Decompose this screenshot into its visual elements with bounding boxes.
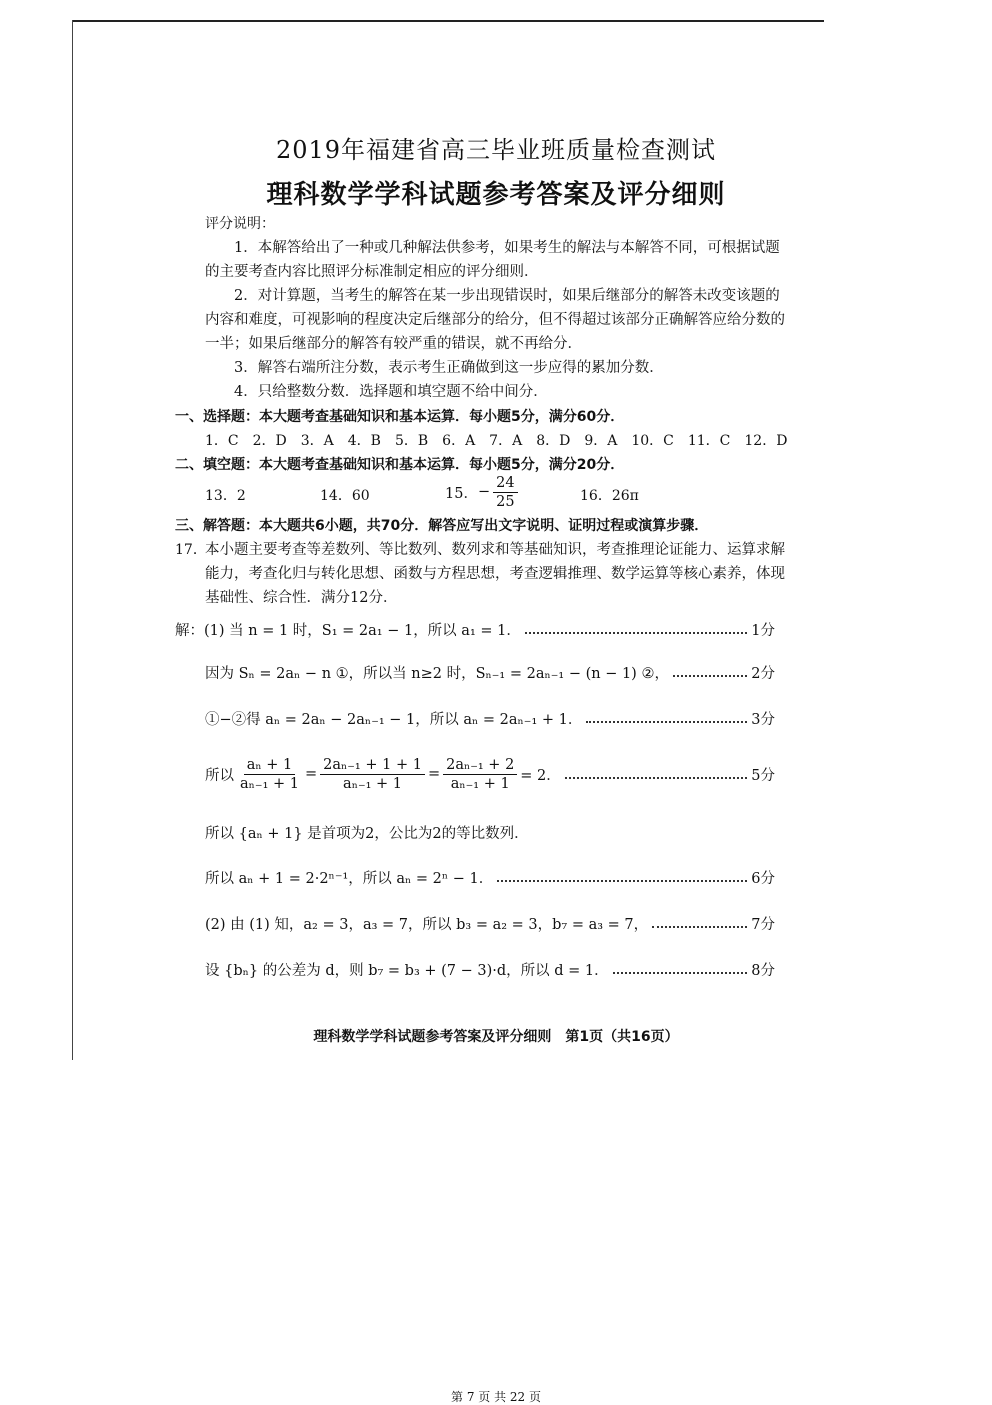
- fill-answer-14: 14．60: [320, 488, 370, 504]
- fraction-1: [237, 757, 302, 792]
- step-text: ①−②得 aₙ = 2aₙ − 2aₙ₋₁ − 1，所以 aₙ = 2aₙ₋₁ + 1．: [205, 711, 583, 728]
- dot-leader: [497, 880, 747, 882]
- q17-intro: 本小题主要考查等差数列、等比数列、数列求和等基础知识，考查推理论证能力、运算求解能力，考查化归与转化思想、函数与方程思想，考查逻辑推理、数学运算等核心素养，体现基础性、综合性．满分12分．: [205, 542, 785, 606]
- fraction-denominator: aₙ₋₁ + 1: [240, 775, 299, 792]
- fill-answer-16: 16．26π: [580, 488, 639, 504]
- fraction-2: [320, 757, 425, 792]
- document-title: 理科数学学科试题参考答案及评分细则: [266, 180, 726, 210]
- scoring-heading: 评分说明：: [205, 216, 275, 232]
- step-score: 7分: [751, 916, 775, 933]
- exam-title: 2019年福建省高三毕业班质量检查测试: [275, 136, 717, 164]
- step-score: 8分: [751, 962, 775, 979]
- solution-step-1: [175, 617, 775, 641]
- dot-leader: [525, 632, 747, 634]
- step-score: 1分: [751, 622, 775, 639]
- fraction-numerator: 2aₙ₋₁ + 1 + 1: [320, 757, 425, 775]
- step-text: 所以 {aₙ + 1} 是首项为2，公比为2的等比数列．: [205, 825, 529, 842]
- fraction-numerator: 24: [493, 475, 517, 493]
- step-text: 因为 Sₙ = 2aₙ − n ①，所以当 n≥2 时，Sₙ₋₁ = 2aₙ₋₁ − (n − 1) ②，: [205, 665, 669, 682]
- step-result: = 2．: [520, 767, 561, 784]
- section2-heading: 二、填空题：本大题考查基础知识和基本运算．每小题5分，满分20分．: [175, 457, 625, 473]
- fraction-denominator: aₙ₋₁ + 1: [343, 775, 403, 792]
- dot-leader: [613, 972, 748, 974]
- top-rule: [72, 20, 824, 22]
- solution-step-7: [205, 911, 775, 935]
- solution-step-3: [205, 706, 775, 730]
- fraction-denominator: aₙ₋₁ + 1: [450, 775, 510, 792]
- solution-step-4: [205, 748, 775, 800]
- step-score: 2分: [751, 665, 775, 682]
- scoring-note-4: 4．只给整数分数．选择题和填空题不给中间分．: [234, 384, 548, 400]
- solution-step-2: [205, 660, 775, 684]
- solution-step-8: [205, 957, 775, 981]
- fill-answer-15-sign: −: [477, 484, 491, 500]
- fraction-3: [443, 757, 517, 792]
- solution-step-5: [205, 820, 529, 844]
- dot-leader: [652, 926, 747, 928]
- step-text: 所以 aₙ + 1 = 2·2ⁿ⁻¹，所以 aₙ = 2ⁿ − 1．: [205, 870, 494, 887]
- dot-leader: [586, 721, 747, 723]
- scoring-note-1: 1．本解答给出了一种或几种解法供参考，如果考生的解法与本解答不同，可根据试题的主要考查内容比照评分标准制定相应的评分细则．: [205, 240, 780, 280]
- fill-answer-15-label: 15．: [445, 485, 478, 502]
- equals-sign: =: [304, 766, 318, 782]
- fraction-numerator: aₙ + 1: [244, 757, 296, 775]
- scoring-note-3: 3．解答右端所注分数，表示考生正确做到这一步应得的累加分数．: [234, 360, 664, 376]
- equals-sign: =: [427, 766, 441, 782]
- dot-leader: [673, 675, 747, 677]
- q17-number: 17．: [175, 542, 207, 558]
- scoring-note-2: 2．对计算题，当考生的解答在某一步出现错误时，如果后继部分的解答未改变该题的内容和难度，可视影响的程度决定后继部分的给分，但不得超过该部分正确解答应给分数的一半；如果后继部分的解答有较严重的错误，就不再给分．: [205, 288, 785, 352]
- section3-heading: 三、解答题：本大题共6小题，共70分．解答应写出文字说明、证明过程或演算步骤．: [175, 518, 709, 534]
- section1-heading: 一、选择题：本大题考查基础知识和基本运算．每小题5分，满分60分．: [175, 409, 625, 425]
- step-prefix: 所以: [205, 767, 234, 784]
- solution-step-6: [205, 865, 775, 889]
- step-score: 5分: [751, 767, 775, 784]
- choice-answers: 1．C 2．D 3．A 4．B 5．B 6．A 7．A 8．D 9．A 10．C 11．C 12．D: [205, 433, 788, 449]
- fraction-denominator: 25: [496, 493, 515, 510]
- page-number: 第 7 页 共 22 页: [451, 1390, 541, 1404]
- step-text: 设 {bₙ} 的公差为 d，则 b₇ = b₃ + (7 − 3)·d，所以 d = 1．: [205, 962, 609, 979]
- dot-leader: [565, 777, 747, 779]
- fill-answer-15: [445, 468, 521, 516]
- fill-answer-15-fraction: [493, 475, 517, 510]
- step-text: (2) 由 (1) 知，a₂ = 3，a₃ = 7，所以 b₃ = a₂ = 3，b₇ = a₃ = 7，: [205, 916, 649, 933]
- fraction-numerator: 2aₙ₋₁ + 2: [443, 757, 517, 775]
- page-footer: 理科数学学科试题参考答案及评分细则 第1页（共16页）: [313, 1029, 679, 1045]
- fill-answer-13: 13．2: [205, 488, 246, 504]
- step-score: 6分: [751, 870, 775, 887]
- step-score: 3分: [751, 711, 775, 728]
- step-text: 解：(1) 当 n = 1 时，S₁ = 2a₁ − 1，所以 a₁ = 1．: [175, 622, 521, 639]
